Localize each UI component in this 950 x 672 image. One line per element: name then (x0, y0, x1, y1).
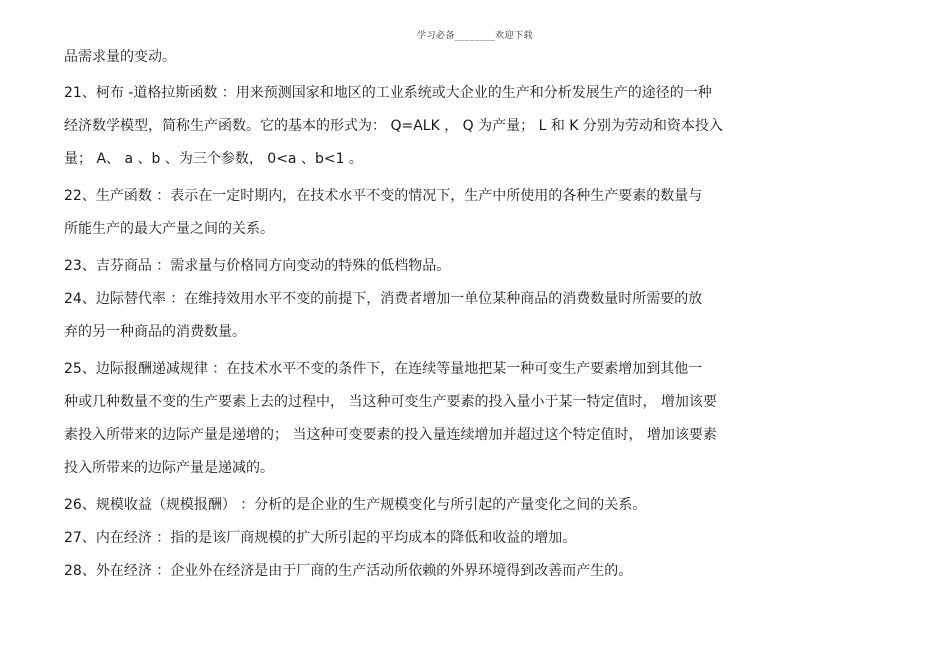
definition-24-line-1: 24、边际替代率 ：在维持效用水平不变的前提下，消费者增加一单位某种商品的消费数量时所需要的放 (64, 291, 703, 307)
definition-28: 28、外在经济 ：企业外在经济是由于厂商的生产活动所依赖的外界环境得到改善而产生的。 (64, 563, 633, 579)
definition-22-line-2: 所能生产的最大产量之间的关系。 (64, 221, 274, 237)
definition-23: 23、吉芬商品 ：需求量与价格同方向变动的特殊的低档物品。 (64, 258, 451, 274)
definition-25-line-4: 投入所带来的边际产量是递减的。 (64, 460, 274, 476)
text-line-continuation: 品需求量的变动。 (64, 49, 176, 65)
definition-21-line-3: 量； A、 a 、b 、为三个参数， 0<a 、b<1 。 (64, 151, 363, 167)
document-body (64, 46, 894, 582)
definition-25-line-2: 种或几种数量不变的生产要素上去的过程中， 当这种可变生产要素的投入量小于某一特定值时， 增加该要 (64, 394, 717, 410)
definition-24-line-2: 弃的另一种商品的消费数量。 (64, 324, 246, 340)
definition-25-line-3: 素投入所带来的边际产量是递增的； 当这种可变要素的投入量连续增加并超过这个特定值时， 增加该要素 (64, 427, 717, 443)
definition-26: 26、规模收益（规模报酬） ：分析的是企业的生产规模变化与所引起的产量变化之间的关系。 (64, 497, 647, 513)
definition-21-line-1: 21、柯布 -道格拉斯函数 ：用来预测国家和地区的工业系统或大企业的生产和分析发展生产的途径的一种 (64, 85, 712, 101)
definition-22-line-1: 22、生产函数 ：表示在一定时期内，在技术水平不变的情况下，生产中所使用的各种生产要素的数量与 (64, 188, 703, 204)
definition-21-line-2: 经济数学模型，简称生产函数。它的基本的形式为： Q=ALK ， Q 为产量； L 和 K 分别为劳动和资本投入 (64, 118, 723, 134)
definition-27: 27、内在经济 ：指的是该厂商规模的扩大所引起的平均成本的降低和收益的增加。 (64, 530, 577, 546)
page-header: 学习必备________欢迎下载 (416, 31, 533, 41)
definition-25-line-1: 25、边际报酬递减规律 ：在技术水平不变的条件下，在连续等量地把某一种可变生产要素增加到其他一 (64, 361, 703, 377)
